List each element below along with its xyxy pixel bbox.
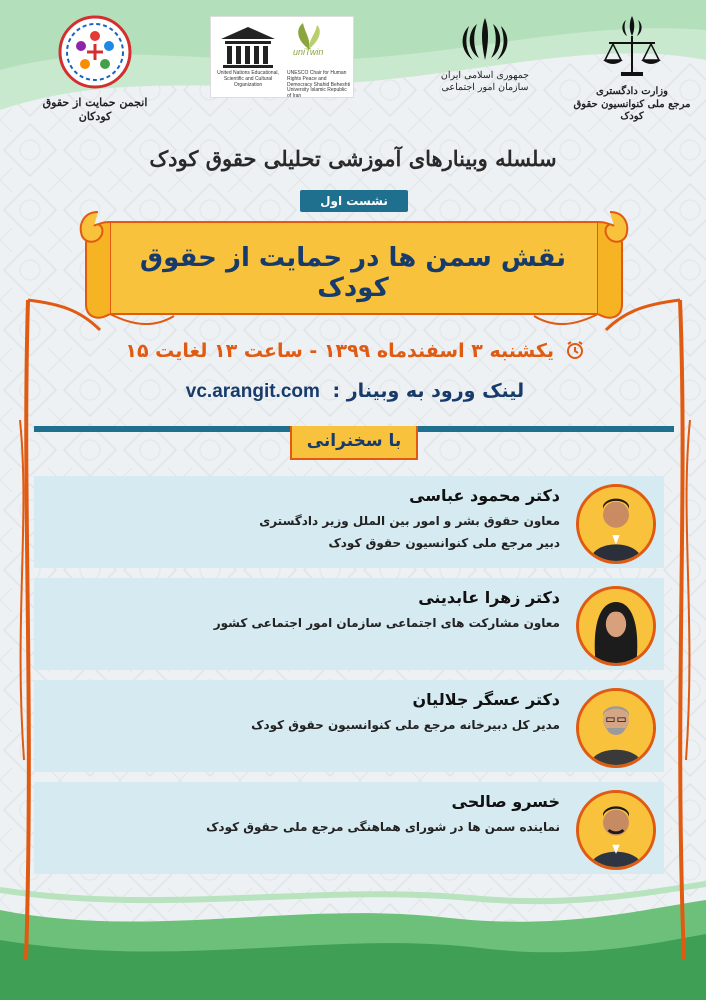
scales-of-justice-icon [599, 12, 665, 82]
speaker-role: دبیر مرجع ملی کنوانسیون حقوق کودک [328, 536, 560, 550]
speaker-name: دکتر زهرا عابدینی [418, 588, 560, 607]
person-portrait-icon [579, 691, 653, 765]
speaker-role: مدیر کل دبیرخانه مرجع ملی کنوانسیون حقوق کودک [251, 718, 560, 732]
speaker-card [34, 680, 664, 772]
person-portrait-icon [579, 793, 653, 867]
date-text: یکشنبه ۳ اسفندماه ۱۳۹۹ - ساعت ۱۳ لغایت ۱۵ [125, 340, 555, 362]
justice-caption-line2: مرجع ملی کنوانسیون حقوق کودک [573, 98, 691, 122]
speaker-card [34, 578, 664, 670]
main-title: نقش سمن ها در حمایت از حقوق کودک [139, 243, 567, 303]
series-title: سلسله وبینارهای آموزشی تحلیلی حقوق کودک [149, 146, 557, 171]
anjoman-caption: انجمن حمایت از حقوق کودکان [42, 96, 148, 123]
speaker-photo [576, 586, 656, 666]
person-portrait-icon [579, 589, 653, 663]
iran-emblem-icon [455, 12, 515, 66]
session-tag: نشست اول [300, 190, 408, 212]
unesco-logo [210, 16, 354, 98]
webinar-link-label: لینک ورود به وبینار : [332, 380, 525, 402]
iran-caption-line1: جمهوری اسلامی ایران [440, 70, 530, 81]
speaker-name: دکتر محمود عباسی [409, 486, 560, 505]
webinar-link-line [140, 380, 570, 403]
iran-caption-line2: سازمان امور اجتماعی [441, 81, 529, 93]
alarm-clock-icon [565, 340, 585, 360]
person-portrait-icon [579, 487, 653, 561]
speaker-photo [576, 484, 656, 564]
speaker-name: خسرو صالحی [451, 792, 560, 811]
justice-ministry-logo [572, 12, 692, 124]
unesco-temple-icon [213, 21, 283, 71]
justice-caption-line1: وزارت دادگستری [596, 86, 668, 97]
unitwin-label: uniTwin [293, 47, 324, 57]
webinar-link-url[interactable]: vc.arangit.com [185, 381, 320, 402]
speaker-card [34, 476, 664, 568]
unesco-name-text: United Nations Educational, Scientific and Cultural Organization [217, 70, 279, 88]
speaker-role: معاون مشارکت های اجتماعی سازمان امور اجتماعی کشور [213, 616, 560, 630]
speakers-heading: با سخنرانی [290, 426, 418, 460]
speaker-role: نماینده سمن ها در شورای هماهنگی مرجع ملی حقوق کودک [206, 820, 560, 834]
speaker-photo [576, 790, 656, 870]
children-circle-icon [57, 14, 133, 90]
speaker-photo [576, 688, 656, 768]
anjoman-logo [30, 14, 160, 124]
speaker-card [34, 782, 664, 874]
date-line [120, 340, 590, 362]
speaker-role: معاون حقوق بشر و امور بین الملل وزیر دادگستری [259, 514, 560, 528]
iran-emblem-logo [430, 12, 540, 94]
speaker-name: دکتر عسگر جلالیان [412, 690, 560, 709]
unesco-chair-text: UNESCO Chair for Human Rights Peace and Democracy Shahid Beheshti University Islamic Republic of Iran [287, 70, 351, 99]
